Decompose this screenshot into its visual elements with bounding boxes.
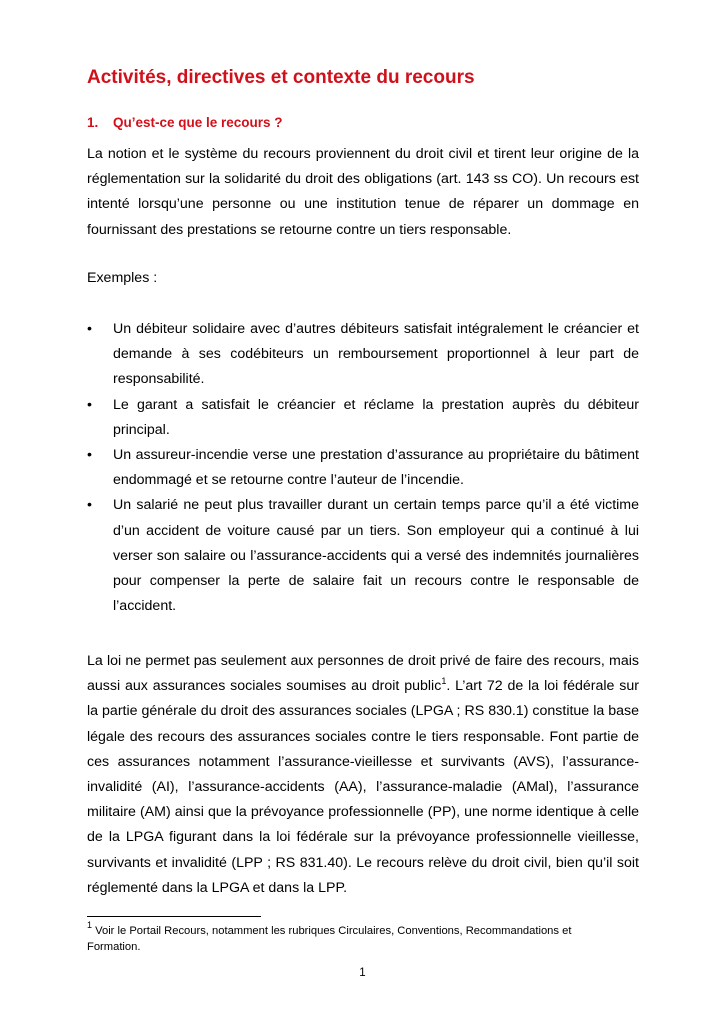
footnote-text: Voir le Portail Recours, notamment les rubriques Circulaires, Conventions, Recommandations et Formation.: [87, 925, 572, 953]
list-item: [87, 393, 639, 443]
list-item: [87, 317, 639, 393]
footnote-number: 1: [87, 920, 93, 930]
footnote-divider: [87, 916, 261, 917]
section-number: 1.: [87, 115, 99, 130]
examples-list: [87, 317, 639, 619]
example-text: Le garant a satisfait le créancier et réclame la prestation auprès du débiteur principal.: [113, 396, 639, 438]
bullet-icon: •: [87, 497, 92, 514]
bullet-icon: •: [87, 447, 92, 464]
law-paragraph: [87, 649, 639, 901]
footnote-reference[interactable]: 1: [441, 676, 447, 687]
bullet-icon: •: [87, 321, 92, 337]
section-title: Qu’est-ce que le recours ?: [113, 115, 283, 130]
section-heading: [87, 115, 283, 130]
law-text-before-note: La loi ne permet pas seulement aux personnes de droit privé de faire des recours, mais aussi aux assurances sociales soumises au droit public: [87, 653, 639, 695]
intro-paragraph: La notion et le système du recours proviennent du droit civil et tirent leur origine de la réglementation sur la solidarité du droit des obligations (art. 143 ss CO). Un recours est intenté lorsqu’une personne ou une institution tenue de réparer un dommage en fournissant des prestations se retourne contre un tiers responsable.: [87, 146, 639, 238]
bullet-icon: •: [87, 396, 92, 413]
page-number: 1: [359, 967, 366, 979]
list-item: [87, 493, 639, 619]
example-text: Un assureur-incendie verse une prestation d’assurance au propriétaire du bâtiment endommagé et se retourne contre l’auteur de l’incendie.: [113, 447, 639, 489]
law-text-after-note: . L’art 72 de la loi fédérale sur la partie générale du droit des assurances sociales (LPGA ; RS 830.1) constitue la base légale des recours des assurances sociales contre le tiers responsable. Font partie de ces assurances notamment l’assurance-vieillesse et survivants (AVS), l’assurance-invalidité (AI), l’assurance-accidents (AA), l’assurance-maladie (AMal), l’assurance militaire (AM) ainsi que la prévoyance professionnelle (PP), une norme identique à celle de la LPGA figurant dans la loi fédérale sur la prévoyance professionnelle vieillesse, survivants et invalidité (LPP ; RS 831.40). Le recours relève du droit civil, bien qu’il soit réglementé dans la LPGA et dans la LPP.: [87, 678, 639, 896]
list-item: [87, 443, 639, 493]
page-title: Activités, directives et contexte du recours: [87, 67, 475, 88]
example-text: Un débiteur solidaire avec d’autres débiteurs satisfait intégralement le créancier et demande à ses codébiteurs un remboursement proportionnel à leur part de responsabilité.: [113, 321, 639, 388]
examples-label: Exemples :: [87, 270, 158, 286]
footnote: [87, 920, 627, 955]
example-text: Un salarié ne peut plus travailler durant un certain temps parce qu’il a été victime d’un accident de voiture causé par un tiers. Son employeur qui a continué à lui verser son salaire ou l’assurance-accidents qui a versé des indemnités journalières pour compenser la perte de salaire fait un recours contre le responsable de l’accident.: [113, 497, 639, 615]
